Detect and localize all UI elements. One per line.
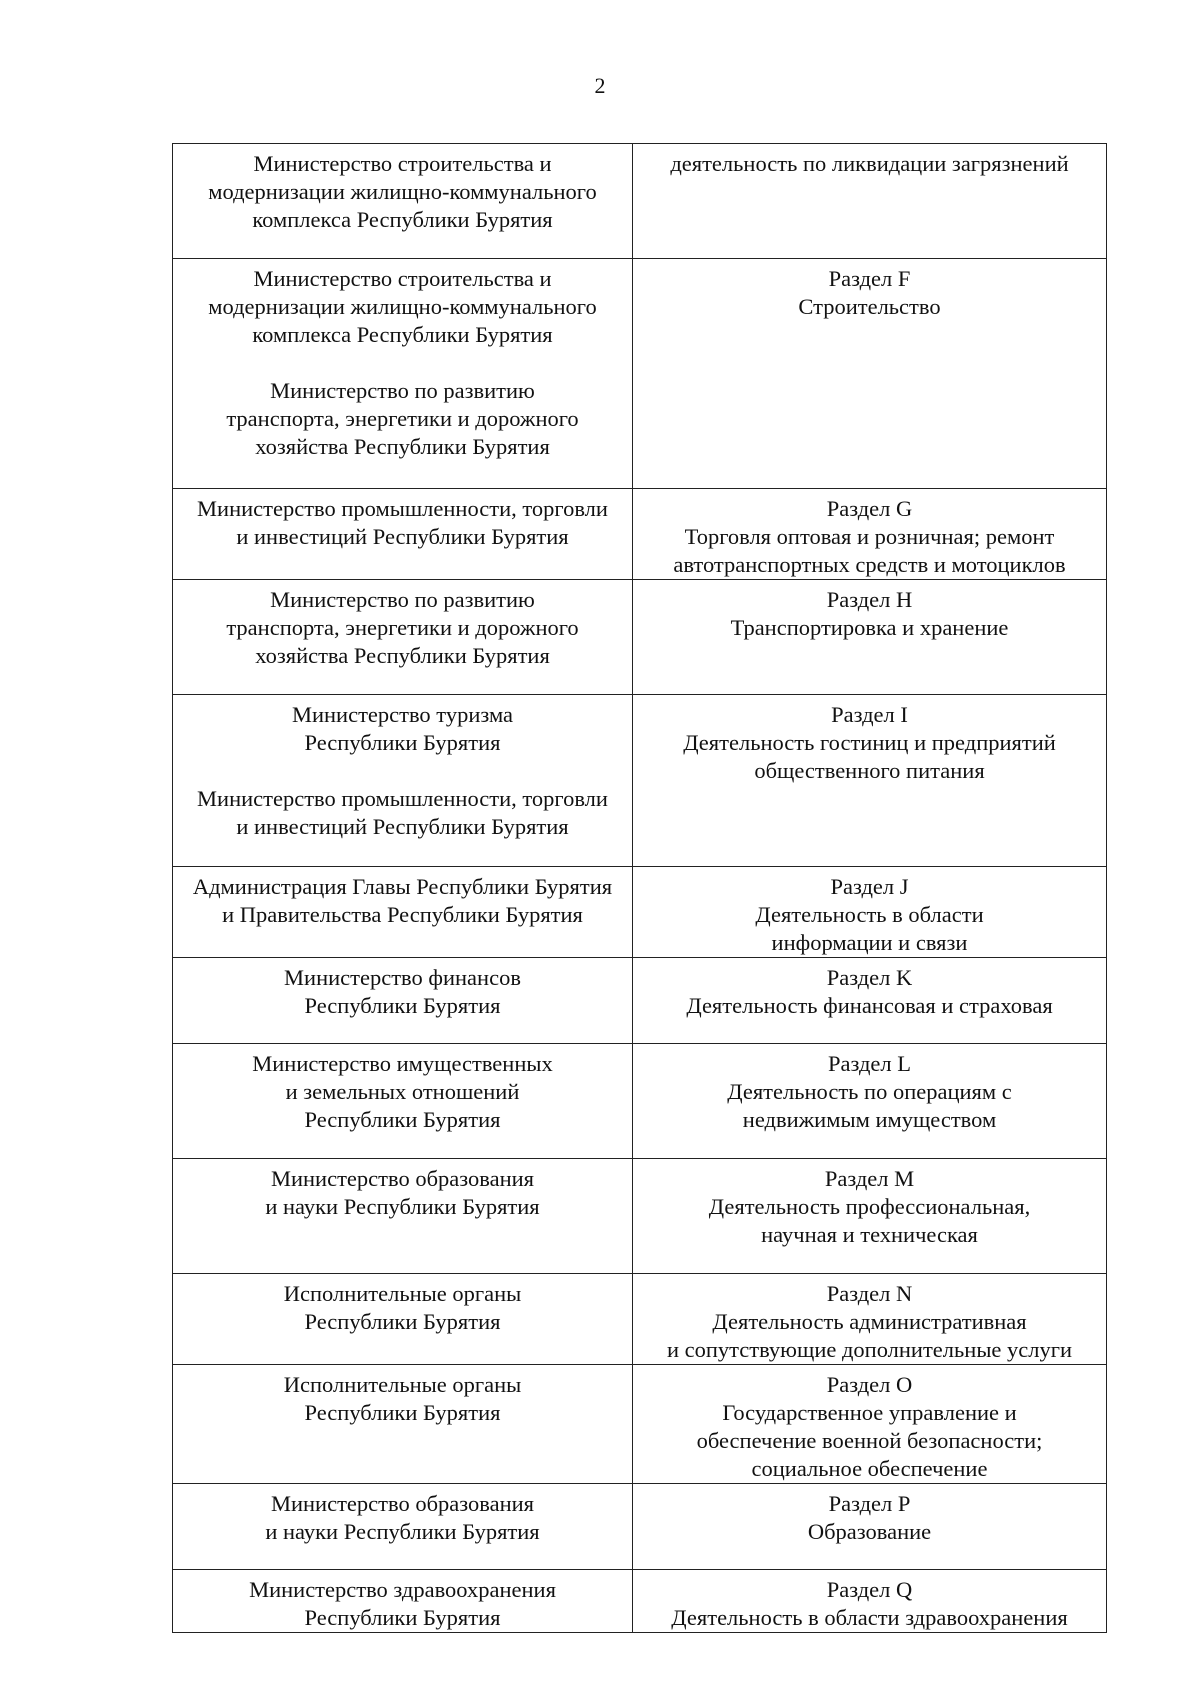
table-row xyxy=(173,1484,1107,1570)
section-cell xyxy=(633,580,1107,695)
authority-line: транспорта, энергетики и дорожного xyxy=(226,615,579,640)
table-row xyxy=(173,867,1107,958)
table-row xyxy=(173,489,1107,580)
authority-line: Исполнительные органы xyxy=(283,1281,522,1306)
authority2-line: Министерство промышленности, торговли xyxy=(197,786,608,811)
authority-cell xyxy=(173,489,633,580)
section-cell xyxy=(633,1570,1107,1633)
authority-line: хозяйства Республики Бурятия xyxy=(255,643,550,668)
section-line: Транспортировка и хранение xyxy=(730,615,1009,640)
authority-cell xyxy=(173,958,633,1044)
authority-cell xyxy=(173,1365,633,1484)
authority-line: модернизации жилищно-коммунального xyxy=(208,179,597,204)
table-row xyxy=(173,259,1107,489)
authority-line: Министерство строительства и xyxy=(253,266,552,291)
section-line: автотранспортных средств и мотоциклов xyxy=(673,552,1066,577)
section-line: Раздел F xyxy=(828,266,911,291)
section-cell xyxy=(633,958,1107,1044)
section-line: Раздел O xyxy=(826,1372,913,1397)
authority-line: и инвестиций Республики Бурятия xyxy=(236,524,569,549)
spacer xyxy=(175,757,630,785)
section-line: Деятельность профессиональная, xyxy=(708,1194,1031,1219)
section-line: Раздел J xyxy=(830,874,909,899)
authority2-line: хозяйства Республики Бурятия xyxy=(255,434,550,459)
section-cell xyxy=(633,867,1107,958)
section-line: Раздел L xyxy=(827,1051,911,1076)
authority2-line: и инвестиций Республики Бурятия xyxy=(236,814,569,839)
section-line: Строительство xyxy=(798,294,941,319)
responsibility-table xyxy=(172,143,1107,1633)
authority-line: Министерство здравоохранения xyxy=(249,1577,556,1602)
authority-line: Министерство промышленности, торговли xyxy=(197,496,608,521)
section-line: Раздел G xyxy=(826,496,913,521)
authority-line: Министерство финансов xyxy=(284,965,521,990)
section-cell xyxy=(633,1044,1107,1159)
section-line: Торговля оптовая и розничная; ремонт xyxy=(684,524,1055,549)
authority-line: Республики Бурятия xyxy=(304,1309,501,1334)
section-cell xyxy=(633,489,1107,580)
authority-cell xyxy=(173,144,633,259)
authority-cell xyxy=(173,1274,633,1365)
authority-line: Администрация Главы Республики Бурятия xyxy=(192,874,613,899)
section-line: Образование xyxy=(807,1519,932,1544)
authority-line: Республики Бурятия xyxy=(304,1107,501,1132)
section-line: Раздел K xyxy=(826,965,913,990)
table-row xyxy=(173,695,1107,867)
section-line: Раздел Q xyxy=(826,1577,913,1602)
authority-line: Республики Бурятия xyxy=(304,1605,501,1630)
authority-line: модернизации жилищно-коммунального xyxy=(208,294,597,319)
table-row xyxy=(173,580,1107,695)
section-cell xyxy=(633,695,1107,867)
section-line: недвижимым имуществом xyxy=(742,1107,997,1132)
section-line: Деятельность в области xyxy=(755,902,984,927)
authority-line: и земельных отношений xyxy=(285,1079,520,1104)
authority-cell xyxy=(173,580,633,695)
table-body xyxy=(173,144,1107,1633)
authority-cell xyxy=(173,1484,633,1570)
spacer xyxy=(175,349,630,377)
authority2-line: Министерство по развитию xyxy=(270,378,535,403)
table-row xyxy=(173,144,1107,259)
section-line: Раздел I xyxy=(831,702,908,727)
authority-cell xyxy=(173,695,633,867)
section-cell xyxy=(633,1159,1107,1274)
section-line: Раздел M xyxy=(824,1166,915,1191)
authority-line: и науки Республики Бурятия xyxy=(265,1194,540,1219)
section-cell xyxy=(633,259,1107,489)
authority-cell xyxy=(173,259,633,489)
authority-line: Министерство по развитию xyxy=(270,587,535,612)
table-row xyxy=(173,1274,1107,1365)
section-line: Раздел H xyxy=(826,587,913,612)
section-line: Раздел N xyxy=(826,1281,913,1306)
authority-line: и Правительства Республики Бурятия xyxy=(222,902,583,927)
section-line: и сопутствующие дополнительные услуги xyxy=(666,1337,1073,1362)
section-line: Раздел P xyxy=(828,1491,911,1516)
authority-line: Республики Бурятия xyxy=(304,730,501,755)
authority-cell xyxy=(173,1044,633,1159)
section-line: Деятельность финансовая и страховая xyxy=(686,993,1053,1018)
authority-cell xyxy=(173,867,633,958)
authority-cell xyxy=(173,1570,633,1633)
table-row xyxy=(173,958,1107,1044)
table-row xyxy=(173,1570,1107,1633)
authority-line: Республики Бурятия xyxy=(304,1400,501,1425)
page-number: 2 xyxy=(594,73,606,98)
section-cell xyxy=(633,144,1107,259)
section-line: Деятельность гостиниц и предприятий xyxy=(683,730,1056,755)
authority-cell xyxy=(173,1159,633,1274)
section-line: информации и связи xyxy=(771,930,968,955)
authority-line: комплекса Республики Бурятия xyxy=(252,207,553,232)
authority-line: Министерство имущественных xyxy=(252,1051,553,1076)
table-row xyxy=(173,1044,1107,1159)
authority-line: Министерство образования xyxy=(270,1491,535,1516)
section-line: Деятельность административная xyxy=(712,1309,1027,1334)
section-line: научная и техническая xyxy=(761,1222,978,1247)
authority-line: комплекса Республики Бурятия xyxy=(252,322,553,347)
section-line: деятельность по ликвидации загрязнений xyxy=(670,151,1069,176)
table-row xyxy=(173,1159,1107,1274)
section-line: Деятельность в области здравоохранения xyxy=(671,1605,1068,1630)
section-line: Деятельность по операциям с xyxy=(727,1079,1012,1104)
authority-line: и науки Республики Бурятия xyxy=(265,1519,540,1544)
authority2-line: транспорта, энергетики и дорожного xyxy=(226,406,579,431)
section-line: обеспечение военной безопасности; xyxy=(696,1428,1043,1453)
section-cell xyxy=(633,1484,1107,1570)
section-line: Государственное управление и xyxy=(722,1400,1017,1425)
authority-line: Министерство строительства и xyxy=(253,151,552,176)
table-row xyxy=(173,1365,1107,1484)
section-line: социальное обеспечение xyxy=(751,1456,988,1481)
authority-line: Исполнительные органы xyxy=(283,1372,522,1397)
authority-line: Министерство образования xyxy=(270,1166,535,1191)
section-cell xyxy=(633,1365,1107,1484)
authority-line: Республики Бурятия xyxy=(304,993,501,1018)
section-cell xyxy=(633,1274,1107,1365)
section-line: общественного питания xyxy=(754,758,985,783)
authority-line: Министерство туризма xyxy=(291,702,514,727)
